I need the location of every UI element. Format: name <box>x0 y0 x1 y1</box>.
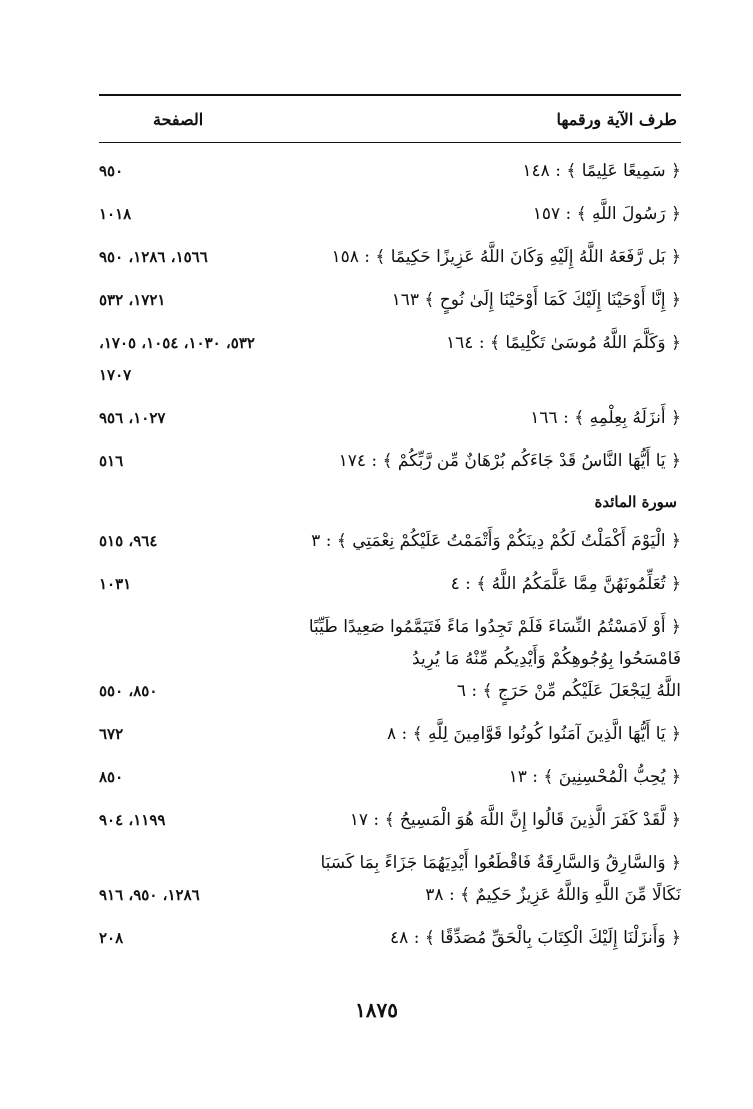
index-entry <box>99 568 681 600</box>
entries-list-b <box>99 525 681 954</box>
page-list: ٩٥٠ <box>99 162 124 180</box>
verse-reference <box>281 241 681 273</box>
table-header <box>99 96 681 142</box>
index-entry <box>99 761 681 793</box>
page-list: ١٥٦٦، ١٢٨٦، ٩٥٠ <box>99 248 208 266</box>
header-rule <box>99 142 681 143</box>
verse-line: ﴿ يُحِبُّ الْمُحْسِنِينَ ﴾ : ١٣ <box>508 767 681 787</box>
page-references <box>99 804 279 836</box>
verse-line: ﴿ أَوْ لَامَسْتُمُ النِّسَاءَ فَلَمْ تَجِدُوا مَاءً فَتَيَمَّمُوا صَعِيدًا طَيِّبًا <box>308 617 681 637</box>
verse-line: ﴿ وَأَنزَلْنَا إِلَيْكَ الْكِتَابَ بِالْحَقِّ مُصَدِّقًا ﴾ : ٤٨ <box>390 928 681 948</box>
verse-line: ﴿ وَالسَّارِقُ وَالسَّارِقَةُ فَاقْطَعُوا أَيْدِيَهُمَا جَزَاءً بِمَا كَسَبَا <box>320 853 681 873</box>
verse-line: ﴿ أَنزَلَهُ بِعِلْمِهِ ﴾ : ١٦٦ <box>530 408 681 428</box>
page-list: ١١٩٩، ٩٠٤ <box>99 811 166 829</box>
page-references <box>99 847 279 911</box>
verse-reference <box>281 198 681 230</box>
verse-reference <box>281 718 681 750</box>
verse-line: نَكَالًا مِّنَ اللَّهِ وَاللَّهُ عَزِيزٌ حَكِيمٌ ﴾ : ٣٨ <box>425 885 681 905</box>
page-column-header: الصفحة <box>153 109 204 129</box>
verse-reference <box>281 568 681 600</box>
index-entry <box>99 847 681 911</box>
verse-line: ﴿ لَّقَدْ كَفَرَ الَّذِينَ قَالُوا إِنَّ اللَّهَ هُوَ الْمَسِيحُ ﴾ : ١٧ <box>349 810 681 830</box>
index-page <box>99 94 681 965</box>
page-list: ٨٥٠، ٥٥٠ <box>99 682 158 700</box>
verse-reference <box>281 611 681 707</box>
page-list: ٩٦٤، ٥١٥ <box>99 532 158 550</box>
index-entry <box>99 155 681 187</box>
verse-column-header: طرف الآية ورقمها <box>556 109 677 129</box>
index-entry <box>99 922 681 954</box>
page-references <box>99 525 279 557</box>
page-list: ٦٧٢ <box>99 725 124 743</box>
index-entry <box>99 525 681 557</box>
page-list: ١٠١٨ <box>99 205 132 223</box>
verse-line: ﴿ رَسُولَ اللَّهِ ﴾ : ١٥٧ <box>532 204 681 224</box>
verse-line: ﴿ تُعَلِّمُونَهُنَّ مِمَّا عَلَّمَكُمُ اللَّهُ ﴾ : ٤ <box>450 574 681 594</box>
verse-reference <box>281 922 681 954</box>
verse-reference <box>281 402 681 434</box>
verse-line: اللَّهُ لِيَجْعَلَ عَلَيْكُم مِّنْ حَرَجٍ ﴾ : ٦ <box>456 681 681 701</box>
page-references <box>99 568 279 600</box>
page-references <box>99 198 279 230</box>
page-references <box>99 611 279 707</box>
verse-reference <box>281 284 681 316</box>
verse-line: ﴿ سَمِيعًا عَلِيمًا ﴾ : ١٤٨ <box>522 161 681 181</box>
index-entry <box>99 241 681 273</box>
page-references <box>99 761 279 793</box>
index-entry <box>99 804 681 836</box>
index-entry <box>99 611 681 707</box>
verse-reference <box>281 155 681 187</box>
page-list: ١٧٠٧ <box>99 366 132 384</box>
page-references <box>99 155 279 187</box>
page-list: ٥٣٢، ١٠٣٠، ١٠٥٤، ١٧٠٥، <box>99 334 255 352</box>
verse-line: ﴿ يَا أَيُّهَا الَّذِينَ آمَنُوا كُونُوا قَوَّامِينَ لِلَّهِ ﴾ : ٨ <box>386 724 681 744</box>
entries-list-a <box>99 155 681 477</box>
page-list: ١٧٢١، ٥٣٢ <box>99 291 166 309</box>
verse-line: ﴿ إِنَّا أَوْحَيْنَا إِلَيْكَ كَمَا أَوْحَيْنَا إِلَىٰ نُوحٍ ﴾ ١٦٣ <box>391 290 681 310</box>
verse-reference <box>281 847 681 911</box>
index-entry <box>99 402 681 434</box>
page-references <box>99 922 279 954</box>
page-list: ١٢٨٦، ٩٥٠، ٩١٦ <box>99 886 200 904</box>
page-references <box>99 241 279 273</box>
verse-line: ﴿ يَا أَيُّهَا النَّاسُ قَدْ جَاءَكُم بُرْهَانٌ مِّن رَّبِّكُمْ ﴾ : ١٧٤ <box>338 451 681 471</box>
verse-line: ﴿ وَكَلَّمَ اللَّهُ مُوسَىٰ تَكْلِيمًا ﴾ : ١٦٤ <box>446 333 681 353</box>
page-references <box>99 445 279 477</box>
verse-line: ﴿ بَل رَّفَعَهُ اللَّهُ إِلَيْهِ وَكَانَ اللَّهُ عَزِيزًا حَكِيمًا ﴾ : ١٥٨ <box>331 247 681 267</box>
page-references <box>99 327 279 391</box>
verse-reference <box>281 761 681 793</box>
verse-reference <box>281 445 681 477</box>
verse-reference <box>281 327 681 359</box>
page-list: ١٠٣١ <box>99 575 132 593</box>
page-list: ٢٠٨ <box>99 929 124 947</box>
verse-line: ﴿ الْيَوْمَ أَكْمَلْتُ لَكُمْ دِينَكُمْ وَأَتْمَمْتُ عَلَيْكُمْ نِعْمَتِي ﴾ : ٣ <box>311 531 681 551</box>
index-entry <box>99 198 681 230</box>
page-list: ٨٥٠ <box>99 768 124 786</box>
verse-reference <box>281 525 681 557</box>
page-references <box>99 284 279 316</box>
index-entry <box>99 718 681 750</box>
page-number: ١٨٧٥ <box>355 998 398 1022</box>
page-list: ٥١٦ <box>99 452 124 470</box>
index-entry <box>99 284 681 316</box>
page-references <box>99 402 279 434</box>
surah-heading: سورة المائدة <box>594 493 677 511</box>
page-list: ١٠٢٧، ٩٥٦ <box>99 409 166 427</box>
verse-line: فَامْسَحُوا بِوُجُوهِكُمْ وَأَيْدِيكُم مِّنْهُ مَا يُرِيدُ <box>412 649 681 669</box>
page-references <box>99 718 279 750</box>
verse-reference <box>281 804 681 836</box>
index-entry <box>99 327 681 391</box>
index-entry <box>99 445 681 477</box>
